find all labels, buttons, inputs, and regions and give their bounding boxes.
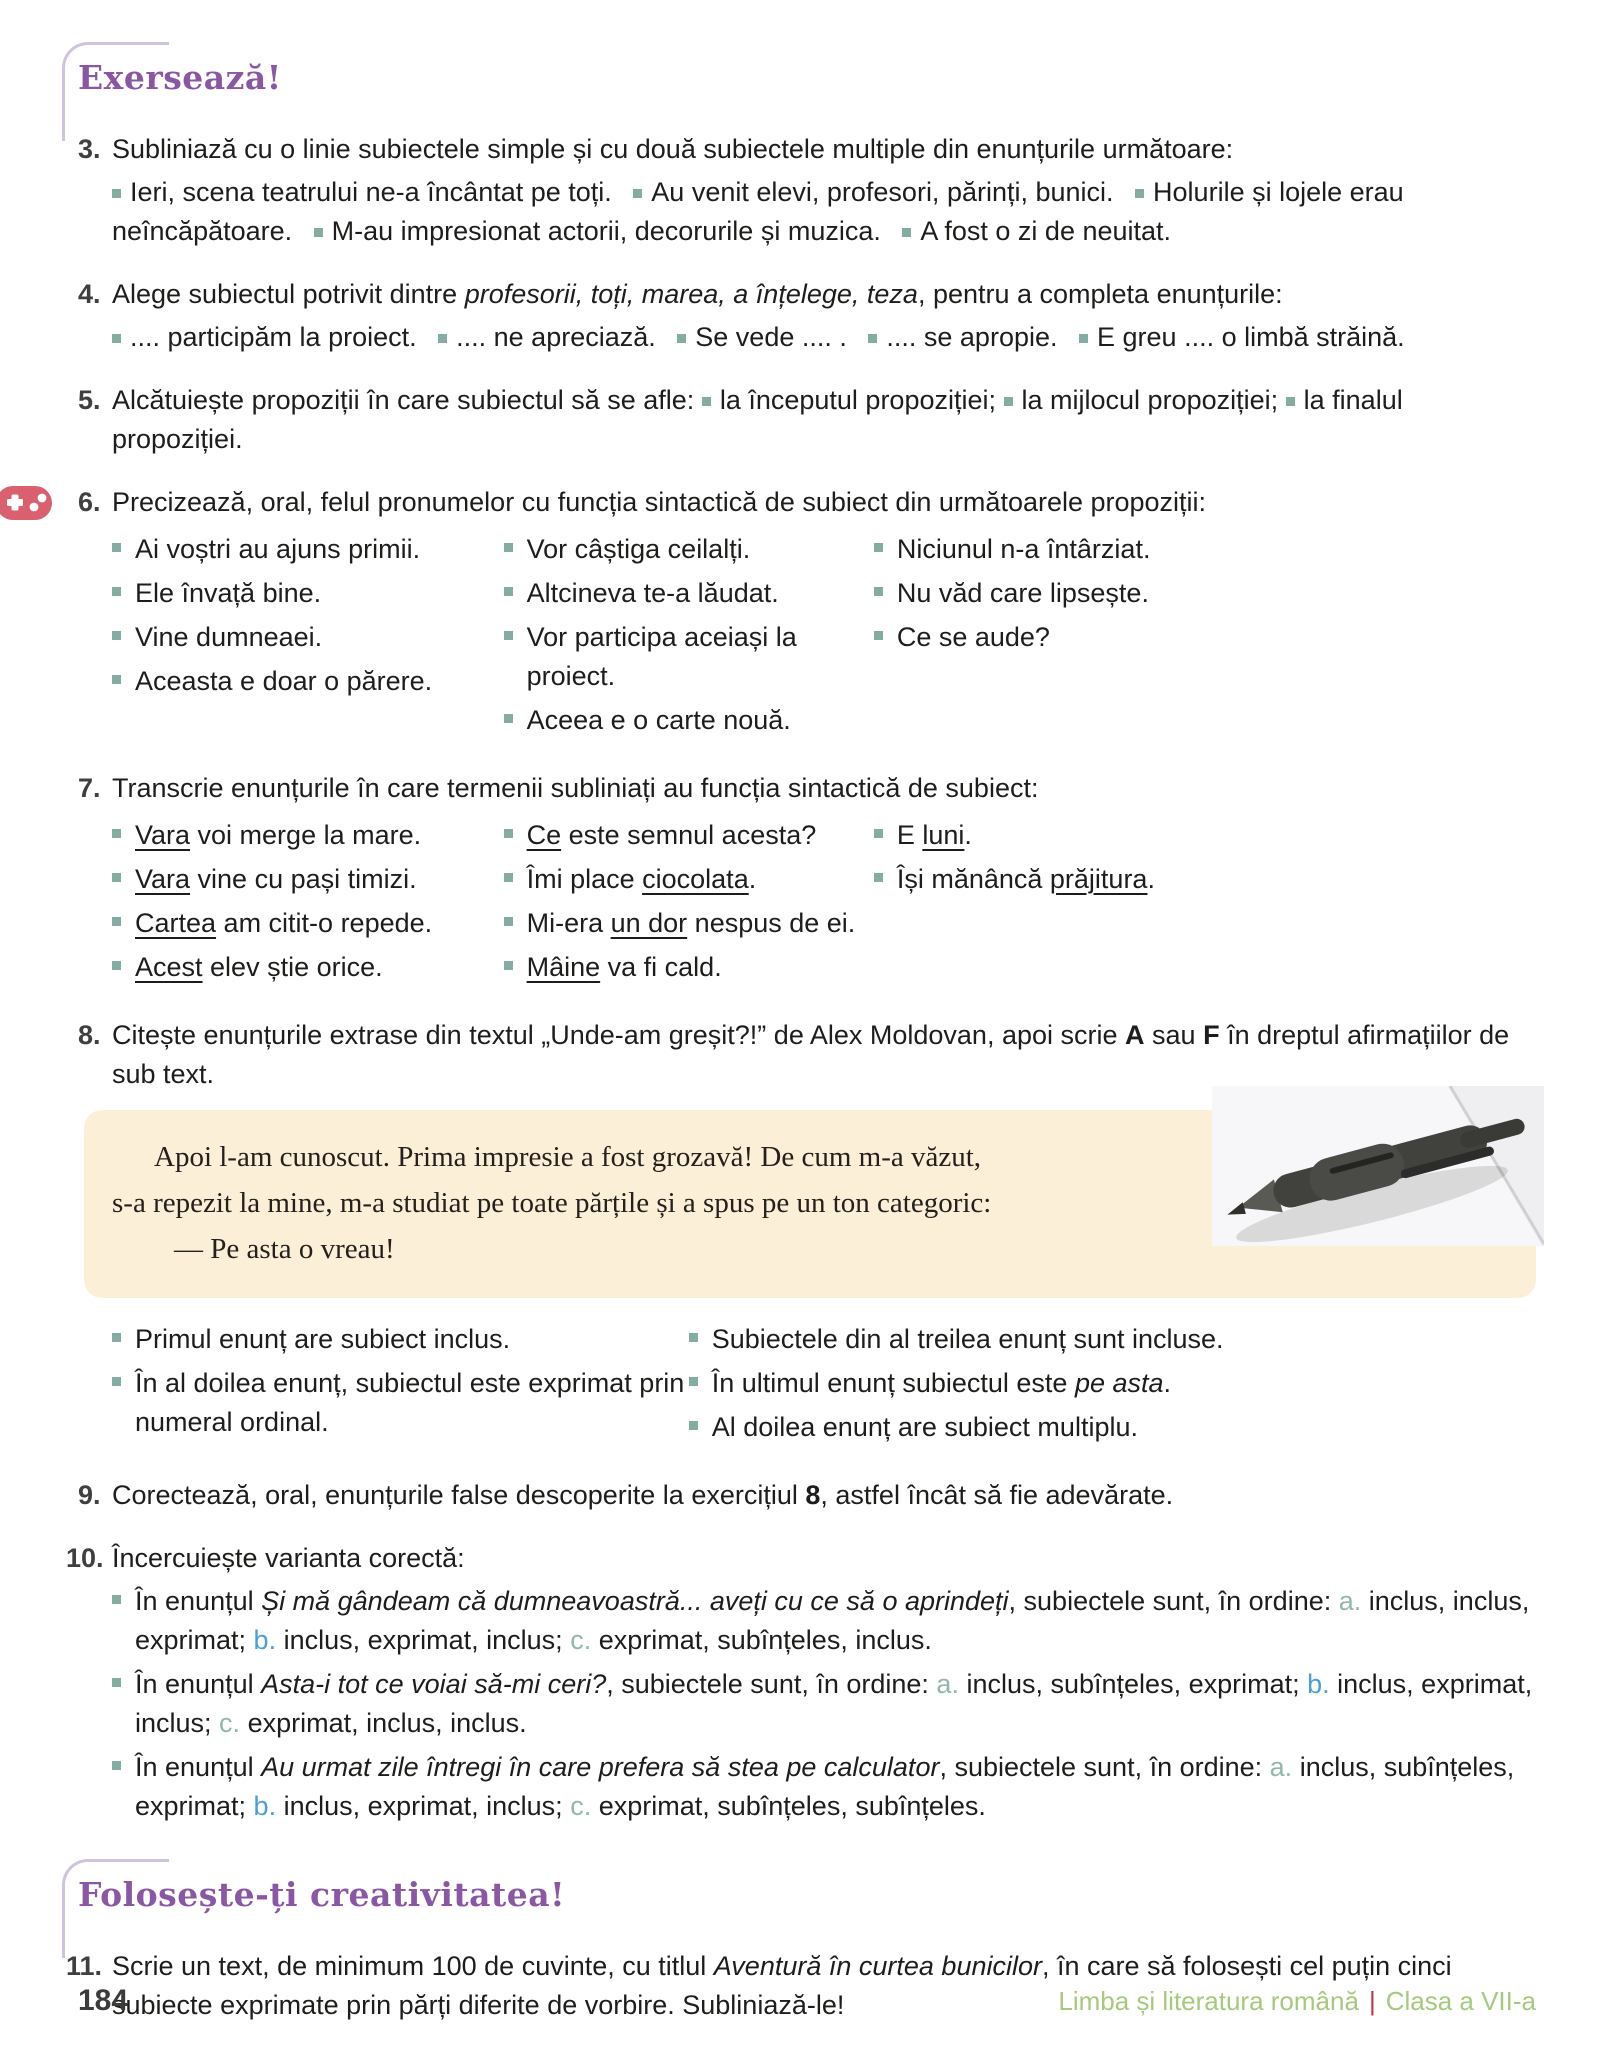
list-item: [112, 662, 504, 701]
item-text: A fost o zi de neuitat.: [920, 216, 1172, 246]
square-bullet-icon: [702, 397, 711, 406]
choice-item: [112, 1582, 1536, 1660]
list-item: [112, 860, 504, 899]
list-item: [874, 618, 1536, 657]
list-item: [112, 816, 504, 855]
item-text: .... participăm la proiect.: [130, 322, 417, 352]
exercise-prompt: Încercuiește varianta corectă:: [112, 1543, 465, 1573]
list-item: [702, 385, 996, 415]
option-b-label: b.: [253, 1791, 277, 1821]
option-a-text: inclus, subînțeles, exprimat;: [958, 1669, 1308, 1699]
underlined-word: prăjitura: [1049, 864, 1148, 894]
exercise-prompt: [112, 381, 1536, 459]
option-b-text: inclus, exprimat, inclus;: [135, 1669, 1533, 1738]
footer-subject: Limba și literatura română: [1058, 1986, 1359, 2016]
statement-item: [689, 1364, 1536, 1403]
exercise-8: [78, 1016, 1536, 1452]
item-text: E: [896, 820, 923, 850]
page-footer: [78, 1981, 1536, 2021]
exercise-5: [78, 381, 1536, 459]
exercise-number: 6.: [78, 487, 101, 517]
bold-letter-F: F: [1203, 1020, 1220, 1050]
exercise-number: 3.: [78, 134, 101, 164]
square-bullet-icon: [112, 1761, 121, 1770]
square-bullet-icon: [112, 1333, 121, 1342]
footer-caption: [1058, 1982, 1536, 2021]
square-bullet-icon: [314, 228, 323, 237]
stylus-pen-photo: [1212, 1086, 1544, 1246]
exercise-prompt: [112, 275, 1536, 314]
list-item: [1004, 385, 1279, 415]
square-bullet-icon: [689, 1377, 698, 1386]
exercise-number: 7.: [78, 773, 101, 803]
square-bullet-icon: [504, 873, 513, 882]
footer-grade: Clasa a VII-a: [1385, 1986, 1536, 2016]
option-a-text: inclus, subînțeles, exprimat;: [135, 1752, 1515, 1821]
option-b-text: inclus, exprimat, inclus;: [276, 1625, 571, 1655]
square-bullet-icon: [112, 189, 121, 198]
exercise-7: [78, 769, 1536, 992]
exercise-prompt: Precizează, oral, felul pronumelor cu funcția sintactică de subiect din următoarele propoziții:: [112, 487, 1207, 517]
item-text: la începutul propoziției;: [719, 385, 996, 415]
underlined-word: ciocolata: [642, 864, 749, 894]
item-text: elev știe orice.: [202, 952, 383, 982]
square-bullet-icon: [504, 631, 513, 640]
gamepad-icon: [0, 486, 52, 520]
underlined-word: Cartea: [135, 908, 217, 938]
exercise-prompt: Subliniază cu o linie subiectele simple și cu două subiectele multiple din enunțurile următoare:: [112, 134, 1234, 164]
item-text: Vor participa aceiași la proiect.: [526, 622, 797, 691]
item-text: Holurile și lojele erau neîncăpătoare.: [112, 177, 1404, 246]
list-item: [112, 574, 504, 613]
list-item: [902, 216, 1171, 246]
underlined-word: un dor: [610, 908, 688, 938]
list-item: [874, 816, 1536, 855]
choice-text: În enunțul: [135, 1586, 262, 1616]
item-text: este semnul acesta?: [561, 820, 817, 850]
quote-line: Apoi l-am cunoscut. Prima impresie a fost grozavă! De cum m-a văzut,: [154, 1141, 982, 1173]
item-text: M-au impresionat actorii, decorurile și muzica.: [331, 216, 881, 246]
square-bullet-icon: [112, 543, 121, 552]
list-item: [112, 904, 504, 943]
square-bullet-icon: [874, 873, 883, 882]
list-item: [504, 574, 874, 613]
square-bullet-icon: [504, 829, 513, 838]
item-text: vine cu pași timizi.: [190, 864, 417, 894]
list-item: [112, 948, 504, 987]
list-item: [112, 530, 504, 569]
item-text: la mijlocul propoziției;: [1021, 385, 1279, 415]
exercise-number: 10.: [66, 1543, 104, 1573]
option-b-label: b.: [253, 1625, 277, 1655]
exercise-number: 5.: [78, 385, 101, 415]
statement-item: [689, 1408, 1536, 1447]
choice-text: , subiectele sunt, în ordine:: [606, 1669, 937, 1699]
item-text: Mi-era: [526, 908, 611, 938]
square-bullet-icon: [112, 1377, 121, 1386]
item-text: nespus de ei.: [687, 908, 856, 938]
item-text: Își mănâncă: [896, 864, 1050, 894]
list-item: [112, 618, 504, 657]
square-bullet-icon: [112, 917, 121, 926]
square-bullet-icon: [112, 961, 121, 970]
statement-item: [112, 1364, 689, 1442]
square-bullet-icon: [112, 829, 121, 838]
list-item: [633, 177, 1113, 207]
square-bullet-icon: [504, 543, 513, 552]
item-text: Altcineva te-a lăudat.: [526, 578, 779, 608]
square-bullet-icon: [1079, 334, 1088, 343]
prompt-text: Scrie un text, de minimum 100 de cuvinte, cu titlul: [112, 1951, 714, 1981]
choice-text: În enunțul: [135, 1669, 262, 1699]
item-text: Aceasta e doar o părere.: [135, 666, 433, 696]
italic-sentence: Au urmat zile întregi în care prefera să stea pe calculator: [261, 1752, 940, 1782]
underlined-word: Mâine: [526, 952, 601, 982]
choice-item: [112, 1748, 1536, 1826]
option-c-text: exprimat, subînțeles, inclus.: [591, 1625, 932, 1655]
exercise-prompt: [112, 1016, 1536, 1094]
prompt-text: , astfel încât să fie adevărate.: [820, 1480, 1174, 1510]
list-item: [112, 177, 612, 207]
italic-text: pe asta: [1074, 1368, 1164, 1398]
item-text: .... ne apreciază.: [456, 322, 656, 352]
square-bullet-icon: [112, 873, 121, 882]
square-bullet-icon: [677, 334, 686, 343]
item-text: Se vede .... .: [695, 322, 847, 352]
item-text: Niciunul n-a întârziat.: [896, 534, 1151, 564]
item-text: voi merge la mare.: [190, 820, 422, 850]
item-text: Ce se aude?: [896, 622, 1050, 652]
exercise-9: [78, 1476, 1536, 1515]
list-item: [504, 904, 874, 943]
sentence-run: [112, 318, 1536, 357]
square-bullet-icon: [504, 714, 513, 723]
quote-block: [84, 1110, 1536, 1298]
exercise-10: [66, 1539, 1536, 1831]
prompt-text: Alege subiectul potrivit dintre: [112, 279, 465, 309]
square-bullet-icon: [1135, 189, 1144, 198]
item-text: .... se apropie.: [886, 322, 1058, 352]
exercise-prompt: Transcrie enunțurile în care termenii subliniați au funcția sintactică de subiect:: [112, 773, 1039, 803]
list-item: [504, 816, 874, 855]
underlined-word: Ce: [526, 820, 562, 850]
bold-exercise-ref: 8: [805, 1480, 821, 1510]
choice-text: , subiectele sunt, în ordine:: [1008, 1586, 1339, 1616]
list-item: [874, 574, 1536, 613]
prompt-text: , pentru a completa enunțurile:: [917, 279, 1283, 309]
statement-item: [689, 1320, 1536, 1359]
bold-letter-A: A: [1125, 1020, 1145, 1050]
exercise-number: 11.: [66, 1951, 103, 1981]
item-text: Nu văd care lipsește.: [896, 578, 1149, 608]
list-item: [677, 322, 847, 352]
item-text: Vine dumneaei.: [135, 622, 323, 652]
underlined-word: luni: [922, 820, 965, 850]
list-item: [1079, 322, 1405, 352]
item-text: Ai voștri au ajuns primii.: [135, 534, 421, 564]
item-text: .: [964, 820, 972, 850]
list-item: [504, 860, 874, 899]
square-bullet-icon: [504, 961, 513, 970]
list-item: [314, 216, 881, 246]
list-item: [874, 860, 1536, 899]
item-text: .: [1147, 864, 1155, 894]
section-heading-practice: [78, 58, 1536, 98]
option-c-label: c.: [570, 1625, 592, 1655]
statement-text: Al doilea enunț are subiect multiplu.: [711, 1412, 1138, 1442]
square-bullet-icon: [112, 1678, 121, 1687]
sentence-run: [112, 173, 1536, 251]
prompt-text: sau: [1144, 1020, 1204, 1050]
option-c-label: c.: [570, 1791, 592, 1821]
list-item: [504, 530, 874, 569]
statement-item: [112, 1320, 689, 1359]
list-item: [504, 948, 874, 987]
square-bullet-icon: [689, 1421, 698, 1430]
list-item: [112, 322, 417, 352]
square-bullet-icon: [504, 917, 513, 926]
item-text: Ele învață bine.: [135, 578, 322, 608]
list-item: [438, 322, 656, 352]
italic-sentence: Și mă gândeam că dumneavoastră... aveți cu ce să o aprindeți: [261, 1586, 1009, 1616]
three-column-list: [112, 530, 1536, 745]
prompt-text: în dreptul afirmațiilor de sub text.: [112, 1020, 1510, 1089]
footer-separator: |: [1368, 1986, 1376, 2016]
item-text: la finalul propoziției.: [112, 385, 1403, 454]
list-item: [504, 701, 874, 740]
item-text: Ieri, scena teatrului ne-a încântat pe toți.: [130, 177, 612, 207]
option-a-text: inclus, inclus, exprimat;: [135, 1586, 1530, 1655]
choice-item: [112, 1665, 1536, 1743]
square-bullet-icon: [1286, 397, 1295, 406]
square-bullet-icon: [874, 587, 883, 596]
square-bullet-icon: [689, 1333, 698, 1342]
statement-text: .: [1163, 1368, 1172, 1398]
italic-title: Aventură în curtea bunicilor: [713, 1951, 1042, 1981]
corner-bracket-decoration: [62, 42, 169, 141]
item-text: E greu .... o limbă străină.: [1097, 322, 1405, 352]
list-item: [504, 618, 874, 696]
exercise-6: [78, 483, 1536, 745]
exercise-prompt: [112, 1476, 1536, 1515]
choice-text: , subiectele sunt, în ordine:: [939, 1752, 1270, 1782]
item-text: Îmi place: [526, 864, 643, 894]
item-text: Aceea e o carte nouă.: [526, 705, 791, 735]
square-bullet-icon: [868, 334, 877, 343]
three-column-list: [112, 816, 1536, 992]
square-bullet-icon: [112, 587, 121, 596]
quote-line: s-a repezit la mine, m-a studiat pe toate părțile și a spus pe un ton categoric:: [112, 1187, 992, 1219]
prompt-text: , în care să folosești cel puțin cinci subiecte exprimate prin părți diferite de vorbire. Subliniază-le!: [112, 1951, 1452, 2020]
exercise-number: 8.: [78, 1020, 101, 1050]
list-item: [874, 530, 1536, 569]
underlined-word: Acest: [135, 952, 203, 982]
square-bullet-icon: [633, 189, 642, 198]
prompt-text: Alcătuiește propoziții în care subiectul să se afle:: [112, 385, 695, 415]
option-c-text: exprimat, inclus, inclus.: [240, 1708, 527, 1738]
square-bullet-icon: [112, 675, 121, 684]
item-text: .: [748, 864, 757, 894]
square-bullet-icon: [1004, 397, 1013, 406]
section-heading-creativity: [78, 1875, 1536, 1915]
item-text: Vor câștiga ceilalți.: [526, 534, 751, 564]
square-bullet-icon: [438, 334, 447, 343]
option-a-label: a.: [1338, 1586, 1362, 1616]
prompt-text: Corectează, oral, enunțurile false descoperite la exercițiul: [112, 1480, 806, 1510]
list-item: [868, 322, 1057, 352]
square-bullet-icon: [874, 829, 883, 838]
square-bullet-icon: [112, 334, 121, 343]
square-bullet-icon: [874, 543, 883, 552]
underlined-word: Vara: [135, 820, 191, 850]
corner-bracket-decoration: [62, 1859, 169, 1958]
option-c-label: c.: [219, 1708, 241, 1738]
exercise-3: [78, 130, 1536, 251]
statement-text: În al doilea enunț, subiectul este exprimat prin numeral ordinal.: [135, 1368, 685, 1437]
square-bullet-icon: [112, 1595, 121, 1604]
item-text: am citit-o repede.: [216, 908, 433, 938]
option-a-label: a.: [936, 1669, 959, 1699]
italic-sentence: Asta-i tot ce voiai să-mi ceri?: [261, 1669, 607, 1699]
option-b-label: b.: [1307, 1669, 1330, 1699]
practice-heading: Exersează!: [78, 58, 282, 97]
option-a-label: a.: [1269, 1752, 1293, 1782]
square-bullet-icon: [112, 631, 121, 640]
option-b-text: inclus, exprimat, inclus;: [276, 1791, 571, 1821]
choice-text: În enunțul: [135, 1752, 262, 1782]
creativity-heading: Folosește-ți creativitatea!: [78, 1875, 566, 1914]
statements-two-columns: [112, 1320, 1536, 1452]
statement-text: Subiectele din al treilea enunț sunt incluse.: [711, 1324, 1224, 1354]
square-bullet-icon: [874, 631, 883, 640]
statement-text: În ultimul enunț subiectul este: [711, 1368, 1075, 1398]
statement-text: Primul enunț are subiect inclus.: [135, 1324, 511, 1354]
option-c-text: exprimat, subînțeles, subînțeles.: [591, 1791, 986, 1821]
item-text: va fi cald.: [600, 952, 722, 982]
square-bullet-icon: [902, 228, 911, 237]
exercise-number: 9.: [78, 1480, 101, 1510]
item-text: Au venit elevi, profesori, părinți, bunici.: [651, 177, 1114, 207]
quote-line: — Pe asta o vreau!: [174, 1233, 395, 1265]
page-number: 184: [78, 1984, 129, 2017]
exercise-number: 4.: [78, 279, 101, 309]
italic-word-list: profesorii, toți, marea, a înțelege, teza: [464, 279, 918, 309]
prompt-text: Citește enunțurile extrase din textul „Unde-am greșit?!” de Alex Moldovan, apoi scrie: [112, 1020, 1126, 1050]
square-bullet-icon: [504, 587, 513, 596]
underlined-word: Vara: [135, 864, 191, 894]
exercise-4: [78, 275, 1536, 357]
